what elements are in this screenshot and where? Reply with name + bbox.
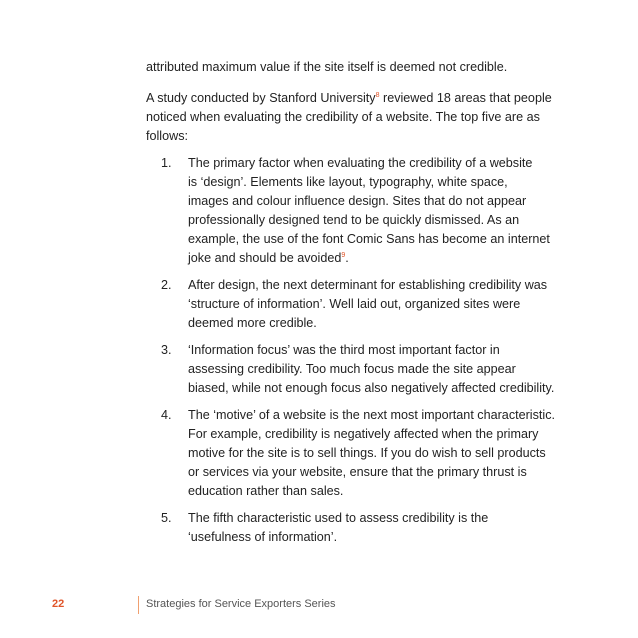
list-item-2-line: After design, the next determinant for establishing credibility was [188, 278, 548, 292]
list-item-4-line: education rather than sales. [188, 484, 344, 498]
list-number-4: 4. [161, 408, 172, 422]
list-item-4-line: For example, credibility is negatively affected when the primary [188, 427, 539, 441]
list-item-1-line: example, the use of the font Comic Sans has become an internet [188, 232, 550, 246]
paragraph-line-3: follows: [146, 129, 188, 143]
list-number-3: 3. [161, 343, 172, 357]
paragraph-line-1 [146, 89, 552, 108]
list-number-1: 1. [161, 156, 172, 170]
list-item-3-line: biased, while not enough focus also negatively affected credibility. [188, 381, 555, 395]
intro-line: attributed maximum value if the site itself is deemed not credible. [146, 60, 508, 74]
paragraph-text: A study conducted by Stanford University [146, 91, 376, 105]
list-item-5-line: ‘usefulness of information’. [188, 530, 338, 544]
footer-divider [138, 596, 139, 614]
page-number: 22 [52, 598, 65, 610]
list-item-1-line [188, 249, 349, 268]
list-item-4-line: or services via your website, ensure that the primary thrust is [188, 465, 527, 479]
list-item-5-line: The fifth characteristic used to assess credibility is the [188, 511, 489, 525]
list-item-1-line: The primary factor when evaluating the credibility of a website [188, 156, 533, 170]
footnote-ref-9: 9 [341, 251, 346, 259]
list-item-4-line: The ‘motive’ of a website is the next most important characteristic. [188, 408, 555, 422]
list-item-text: joke and should be avoided [188, 251, 342, 265]
list-item-2-line: deemed more credible. [188, 316, 317, 330]
list-number-2: 2. [161, 278, 172, 292]
list-item-3-line: assessing credibility. Too much focus made the site appear [188, 362, 516, 376]
paragraph-line-2: noticed when evaluating the credibility of a website. The top five are as [146, 110, 540, 124]
list-item-1-line: images and colour influence design. Sites that do not appear [188, 194, 527, 208]
list-item-1-line: is ‘design’. Elements like layout, typography, white space, [188, 175, 508, 189]
list-item-1-line: professionally designed tend to be quickly dismissed. As an [188, 213, 520, 227]
list-number-5: 5. [161, 511, 172, 525]
footnote-ref-8: 8 [375, 91, 380, 99]
list-item-text: . [345, 251, 349, 265]
list-item-2-line: ‘structure of information’. Well laid out, organized sites were [188, 297, 521, 311]
footer-series-title: Strategies for Service Exporters Series [146, 598, 336, 610]
list-item-4-line: motive for the site is to sell things. If you do wish to sell products [188, 446, 546, 460]
paragraph-text: reviewed 18 areas that people [379, 91, 552, 105]
list-item-3-line: ‘Information focus’ was the third most important factor in [188, 343, 500, 357]
